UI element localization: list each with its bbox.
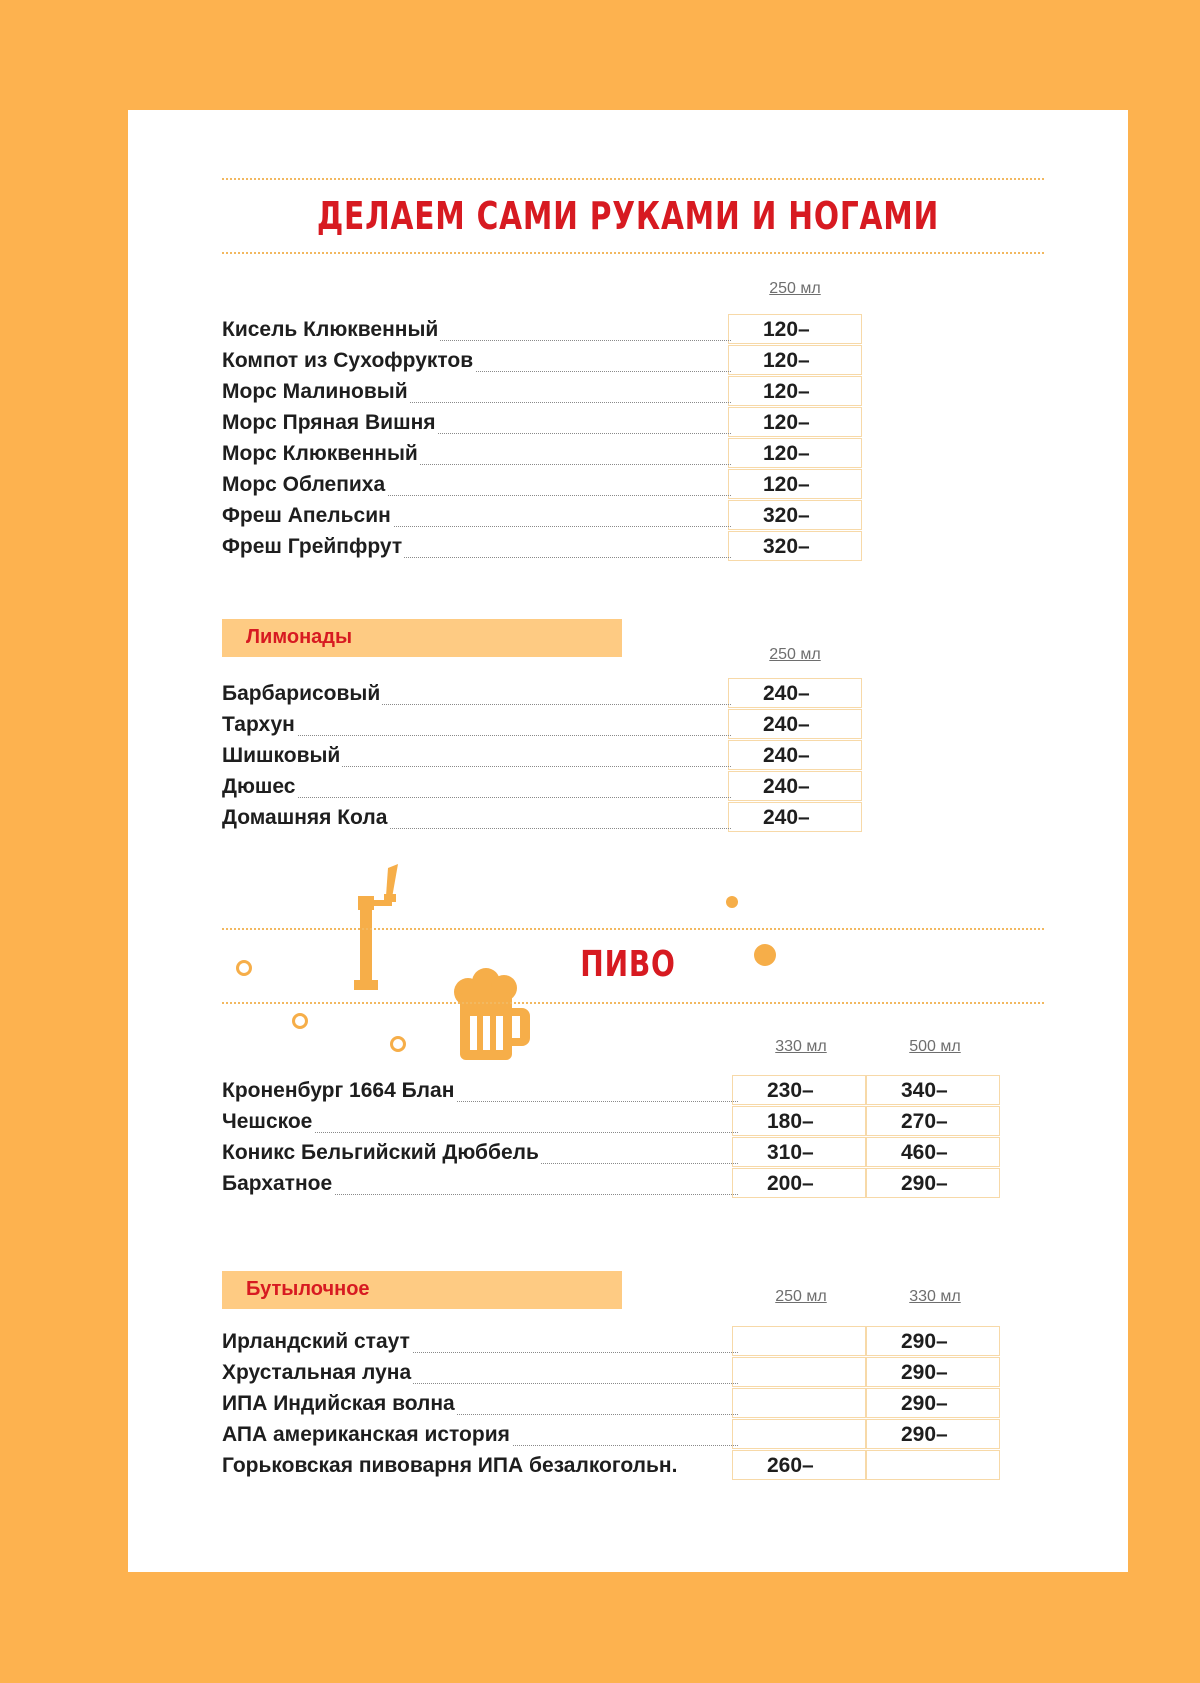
item-price: 290–: [866, 1168, 1000, 1198]
section-band-lemonades: [222, 619, 622, 657]
item-price: [866, 1450, 1000, 1480]
item-price: 120–: [728, 376, 862, 406]
item-name: Кроненбург 1664 Блан: [222, 1079, 455, 1102]
divider-beer-bottom: [222, 1002, 1044, 1004]
item-name: Кисель Клюквенный: [222, 318, 439, 341]
divider-top-bottom: [222, 252, 1044, 254]
item-price: 270–: [866, 1106, 1000, 1136]
item-price: 120–: [728, 345, 862, 375]
item-price: [732, 1326, 866, 1356]
item-name: ИПА Индийская волна: [222, 1392, 455, 1415]
divider-beer-top: [222, 928, 1044, 930]
item-name: Шишковый: [222, 744, 341, 767]
item-name: Хрустальная луна: [222, 1361, 412, 1384]
item-price: [732, 1419, 866, 1449]
item-name: Морс Малиновый: [222, 380, 408, 403]
item-name: Морс Клюквенный: [222, 442, 418, 465]
item-price: 240–: [728, 802, 862, 832]
item-name: Дюшес: [222, 775, 296, 798]
item-name: Ирландский стаут: [222, 1330, 410, 1353]
item-name: Фреш Грейпфрут: [222, 535, 403, 558]
volume-header-bottled-large: 330 мл: [909, 1288, 961, 1305]
item-name: Фреш Апельсин: [222, 504, 391, 527]
item-name: Коникс Бельгийский Дюббель: [222, 1141, 539, 1164]
section-title-bottled: Бутылочное: [246, 1278, 370, 1300]
item-price: 120–: [728, 469, 862, 499]
section-title-beer: ПИВО: [580, 944, 676, 985]
item-name: Морс Облепиха: [222, 473, 386, 496]
volume-header-lemonades: 250 мл: [769, 646, 821, 663]
item-name: Чешское: [222, 1110, 313, 1133]
item-name: АПА американская история: [222, 1423, 510, 1446]
volume-header-homemade: 250 мл: [769, 280, 821, 297]
item-price: 240–: [728, 740, 862, 770]
item-name: Бархатное: [222, 1172, 333, 1195]
bubble-decoration: [390, 1036, 406, 1052]
item-price: 120–: [728, 314, 862, 344]
item-name: Компот из Сухофруктов: [222, 349, 474, 372]
item-name: Тархун: [222, 713, 295, 736]
item-price: 260–: [732, 1450, 866, 1480]
item-price: 290–: [866, 1388, 1000, 1418]
item-name: Горьковская пивоварня ИПА безалкогольн.: [222, 1454, 678, 1477]
section-title-homemade: ДЕЛАЕМ САМИ РУКАМИ И НОГАМИ: [316, 194, 940, 238]
item-price: 290–: [866, 1326, 1000, 1356]
volume-header-beer-large: 500 мл: [909, 1038, 961, 1055]
section-title-lemonades: Лимонады: [246, 626, 353, 648]
item-price: 120–: [728, 407, 862, 437]
section-band-bottled: [222, 1271, 622, 1309]
divider-top: [222, 178, 1044, 180]
item-price: [732, 1388, 866, 1418]
item-price: 460–: [866, 1137, 1000, 1167]
item-name: Домашняя Кола: [222, 806, 388, 829]
item-price: 320–: [728, 500, 862, 530]
item-price: 320–: [728, 531, 862, 561]
bubble-decoration: [726, 896, 738, 908]
item-price: 240–: [728, 771, 862, 801]
item-price: 340–: [866, 1075, 1000, 1105]
item-price: [732, 1357, 866, 1387]
item-price: 230–: [732, 1075, 866, 1105]
volume-header-bottled-small: 250 мл: [775, 1288, 827, 1305]
item-price: 310–: [732, 1137, 866, 1167]
item-price: 240–: [728, 678, 862, 708]
item-price: 180–: [732, 1106, 866, 1136]
item-price: 200–: [732, 1168, 866, 1198]
item-name: Морс Пряная Вишня: [222, 411, 436, 434]
item-price: 290–: [866, 1357, 1000, 1387]
item-price: 290–: [866, 1419, 1000, 1449]
item-price: 120–: [728, 438, 862, 468]
volume-header-beer-small: 330 мл: [775, 1038, 827, 1055]
item-name: Барбарисовый: [222, 682, 381, 705]
bubble-decoration: [292, 1013, 308, 1029]
menu-page: [128, 110, 1128, 1572]
item-price: 240–: [728, 709, 862, 739]
